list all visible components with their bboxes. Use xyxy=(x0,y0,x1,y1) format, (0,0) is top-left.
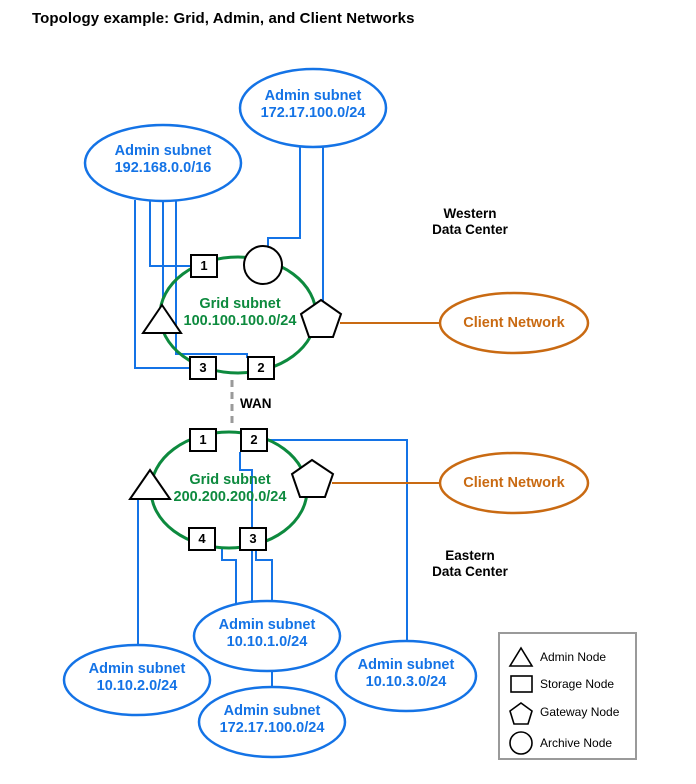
legend-label-storage-node: Storage Node xyxy=(540,677,615,691)
admin-subnet-label-east-172: Admin subnet 172.17.100.0/24 xyxy=(219,703,325,737)
admin-subnet-ellipse-west-172[interactable] xyxy=(240,69,386,147)
western-storage-node-1-label: 1 xyxy=(200,258,208,273)
client-network-label-west: Client Network xyxy=(463,315,565,331)
admin-subnet-label-east-10-10-2: Admin subnet 10.10.2.0/24 xyxy=(88,661,186,695)
admin-subnet-ellipse-east-10-10-2[interactable] xyxy=(64,645,210,715)
eastern-data-center-label: Eastern Data Center xyxy=(432,548,508,579)
eastern-storage-node-4[interactable] xyxy=(189,528,215,550)
client-network-ellipse-east[interactable] xyxy=(440,453,588,513)
admin-subnet-label-east-10-10-3: Admin subnet 10.10.3.0/24 xyxy=(357,657,455,691)
western-storage-node-3[interactable] xyxy=(190,357,216,379)
admin-subnet-label-west-192: Admin subnet 192.168.0.0/16 xyxy=(114,143,212,177)
admin-subnet-ellipse-east-10-10-3[interactable] xyxy=(336,641,476,711)
admin-subnet-ellipse-east-10-10-1[interactable] xyxy=(194,601,340,671)
eastern-storage-node-2[interactable] xyxy=(241,429,267,451)
western-gateway-node[interactable] xyxy=(301,300,341,337)
admin-subnet-label-east-10-10-1: Admin subnet 10.10.1.0/24 xyxy=(218,617,316,651)
legend-square-icon xyxy=(511,676,532,692)
eastern-storage-node-1-label: 1 xyxy=(199,432,207,447)
wan-label: WAN xyxy=(240,396,272,411)
page-title: Topology example: Grid, Admin, and Client Networks xyxy=(32,10,415,27)
western-storage-node-1[interactable] xyxy=(191,255,217,277)
legend-label-admin-node: Admin Node xyxy=(540,650,607,664)
eastern-admin-node[interactable] xyxy=(130,470,170,499)
western-grid-ring xyxy=(160,257,316,373)
client-network-label-east: Client Network xyxy=(463,475,565,491)
western-data-center-label: Western Data Center xyxy=(432,206,508,237)
eastern-storage-node-2-label: 2 xyxy=(250,432,258,447)
client-network-ellipse-west[interactable] xyxy=(440,293,588,353)
eastern-grid-ring xyxy=(151,432,307,548)
legend-circle-icon xyxy=(510,732,532,754)
admin-subnet-ellipse-east-172[interactable] xyxy=(199,687,345,757)
western-storage-node-2[interactable] xyxy=(248,357,274,379)
eastern-storage-node-1[interactable] xyxy=(190,429,216,451)
eastern-storage-node-3[interactable] xyxy=(240,528,266,550)
eastern-storage-node-3-label: 3 xyxy=(249,531,257,546)
eastern-storage-node-4-label: 4 xyxy=(198,531,206,546)
eastern-grid-subnet-label: Grid subnet 200.200.200.0/24 xyxy=(173,472,287,506)
admin-subnet-label-west-172: Admin subnet 172.17.100.0/24 xyxy=(260,88,366,122)
western-archive-node[interactable] xyxy=(244,246,282,284)
western-grid-subnet-label: Grid subnet 100.100.100.0/24 xyxy=(183,296,297,330)
legend-label-archive-node: Archive Node xyxy=(540,736,613,750)
western-storage-node-3-label: 3 xyxy=(199,360,207,375)
eastern-gateway-node[interactable] xyxy=(292,460,333,497)
legend-label-gateway-node: Gateway Node xyxy=(540,705,620,719)
western-storage-node-2-label: 2 xyxy=(257,360,265,375)
admin-subnet-ellipse-west-192[interactable] xyxy=(85,125,241,201)
